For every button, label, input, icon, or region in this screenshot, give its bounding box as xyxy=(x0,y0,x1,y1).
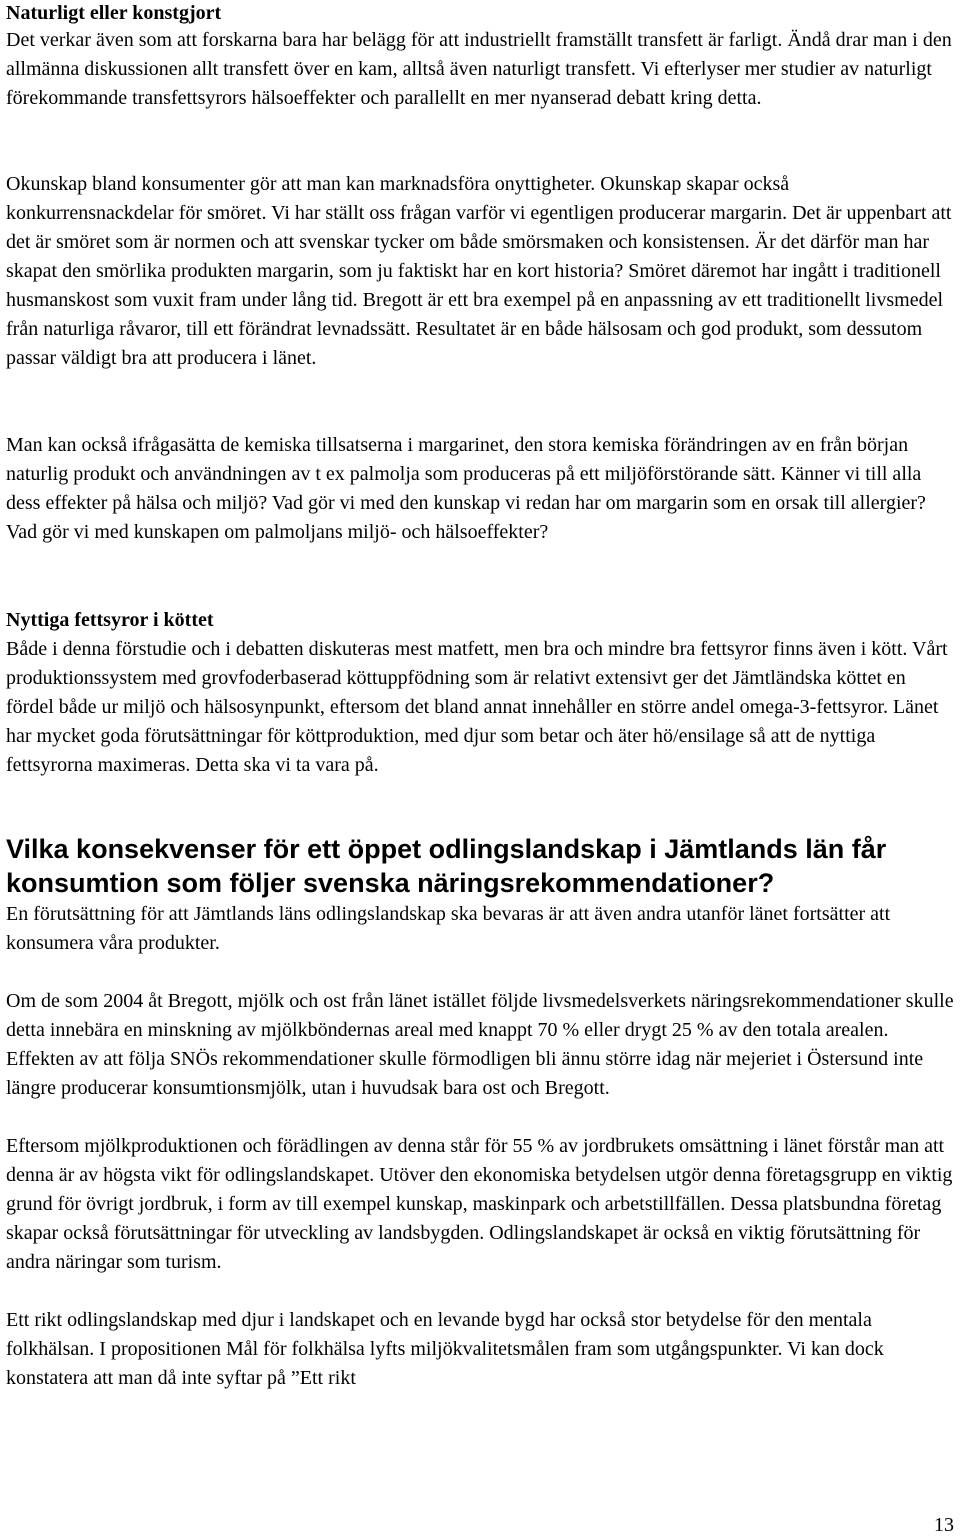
paragraph-konsekvenser-2: Om de som 2004 åt Bregott, mjölk och ost från länet istället följde livsmedelsverkets näringsrekommendationer skulle detta innebära en minskning av mjölkböndernas areal med knappt 70 % eller drygt 25 % av den totala arealen. Effekten av att följa SNÖs rekommendationer skulle förmodligen bli ännu större idag när mejeriet i Östersund inte längre producerar konsumtionsmjölk, utan i huvudsak bara ost och Bregott. xyxy=(6,990,954,1099)
heading-konsekvenser: Vilka konsekvenser för ett öppet odlingslandskap i Jämtlands län får konsumtion som följer svenska näringsrekommendationer? xyxy=(6,834,887,898)
section-konsekvenser xyxy=(6,832,956,1393)
paragraph-kemiska: Man kan också ifrågasätta de kemiska tillsatserna i margarinet, den stora kemiska förändringen av en från början naturlig produkt och användningen av t ex palmolja som produceras på ett miljöförstörande sätt. Känner vi till alla dess effekter på hälsa och miljö? Vad gör vi med den kunskap vi redan har om margarin som en orsak till allergier? Vad gör vi med kunskapen om palmoljans miljö- och hälsoeffekter? xyxy=(6,434,926,543)
heading-naturligt: Naturligt eller konstgjort xyxy=(6,2,222,24)
paragraph-nyttiga: Både i denna förstudie och i debatten diskuteras mest matfett, men bra och mindre bra fettsyror finns även i kött. Vårt produktionssystem med grovfoderbaserad köttuppfödning som är relativt extensivt ger det Jämtländska köttet en fördel både ur miljö och hälsosynpunkt, eftersom det bland annat innehåller en större andel omega-3-fettsyror. Länet har mycket goda förutsättningar för köttproduktion, med djur som betar och äter hö/ensilage så att de nyttiga fettsyrorna maximeras. Detta ska vi ta vara på. xyxy=(6,638,948,776)
paragraph-okunskap: Okunskap bland konsumenter gör att man kan marknadsföra onyttigheter. Okunskap skapar också konkurrensnackdelar för smöret. Vi har ställt oss frågan varför vi egentligen producerar margarin. Det är uppenbart att det är smöret som är normen och att svenskar tycker om både smörsmaken och konsistensen. Är det därför man har skapat den smörlika produkten margarin, som ju faktiskt har en kort historia? Smöret däremot har ingått i traditionell husmanskost som vuxit fram under lång tid. Bregott är ett bra exempel på en anpassning av ett traditionellt livsmedel från naturliga råvaror, till ett förändrat levnadssätt. Resultatet är en både hälsosam och god produkt, som dessutom passar väldigt bra att producera i länet. xyxy=(6,173,952,369)
paragraph-konsekvenser-3: Eftersom mjölkproduktionen och förädlingen av denna står för 55 % av jordbrukets omsättning i länet förstår man att denna är av högsta vikt för odlingslandskapet. Utöver den ekonomiska betydelsen utgör denna företagsgrupp en viktig grund för övrigt jordbruk, i form av till exempel kunskap, maskinpark och arbetstillfällen. Dessa platsbundna företag skapar också förutsättningar för utveckling av landsbygden. Odlingslandskapet är också en viktig förutsättning för andra näringar som turism. xyxy=(6,1135,953,1273)
paragraph-naturligt: Det verkar även som att forskarna bara har belägg för att industriellt framställt transfett är farligt. Ändå drar man i den allmänna diskussionen allt transfett över en kam, alltså även naturligt transfett. Vi efterlyser mer studier av naturligt förekommande transfettsyrors hälsoeffekter och parallellt en mer nyanserad debatt kring detta. xyxy=(6,29,952,109)
paragraph-gap xyxy=(6,1103,956,1132)
paragraph-gap xyxy=(6,1277,956,1306)
section-kemiska xyxy=(6,431,956,547)
paragraph-konsekvenser-1: En förutsättning för att Jämtlands läns odlingslandskap ska bevaras är att även andra utanför länet fortsätter att konsumera våra produkter. xyxy=(6,903,891,954)
paragraph-konsekvenser-4: Ett rikt odlingslandskap med djur i landskapet och en levande bygd har också stor betydelse för den mentala folkhälsan. I propositionen Mål för folkhälsa lyfts miljökvalitetsmålen fram som utgångspunkter. Vi kan dock konstatera att man då inte syftar på ”Ett rikt xyxy=(6,1309,884,1389)
section-nyttiga xyxy=(6,606,956,780)
page-number: 13 xyxy=(934,1514,954,1536)
section-okunskap xyxy=(6,170,956,373)
heading-nyttiga: Nyttiga fettsyror i köttet xyxy=(6,609,214,631)
paragraph-gap xyxy=(6,958,956,987)
section-naturligt xyxy=(6,0,956,113)
